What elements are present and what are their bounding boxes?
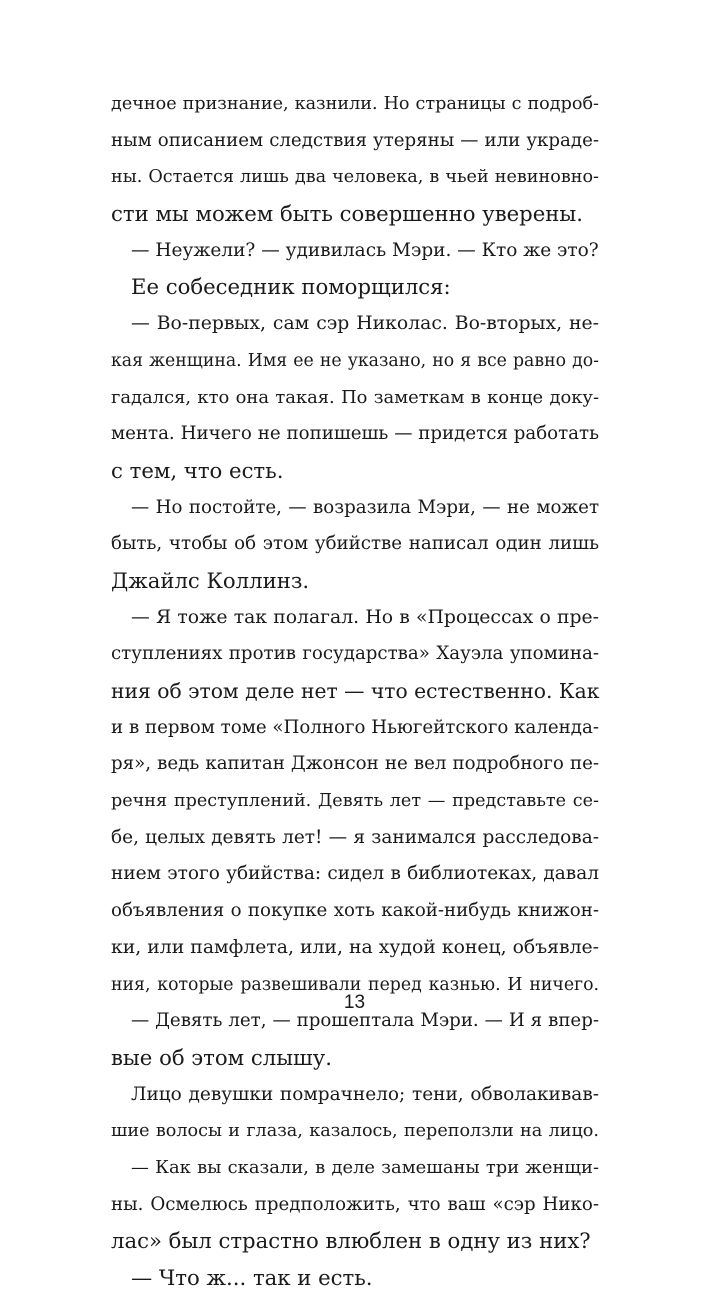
text-line: кая женщина. Имя ее не указано, но я все равно до- — [111, 350, 599, 371]
text-line: Ее собеседник поморщился: — [131, 274, 451, 300]
text-line: ступлениях против государства» Хауэла упомина- — [111, 643, 599, 665]
text-line: ны. Остается лишь два человека, в чьей невиновно- — [111, 167, 599, 188]
text-line: — Девять лет, — прошептала Мэри. — И я впер- — [131, 1010, 599, 1032]
text-line: — Я тоже так полагал. Но в «Процессах о пре- — [131, 606, 599, 628]
text-line: быть, чтобы об этом убийстве написал один лишь — [111, 533, 599, 555]
text-line: ния об этом деле нет — что естественно. Как — [111, 679, 600, 703]
text-line: вые об этом слышу. — [111, 1044, 332, 1070]
text-line: речня преступлений. Девять лет — представьте се- — [111, 791, 599, 812]
text-line: нием этого убийства: сидел в библиотеках, давал — [111, 863, 599, 885]
text-line: ния, которые развешивали перед казнью. И ничего. — [111, 974, 599, 995]
text-line: — Но постойте, — возразила Мэри, — не может — [131, 496, 599, 518]
text-line: ны. Осмелюсь предположить, что ваш «сэр Нико- — [111, 1193, 599, 1215]
text-line: бе, целых девять лет! — я занимался расследова- — [111, 826, 599, 848]
body-text — [111, 86, 599, 1297]
text-line: гадался, кто она такая. По заметкам в конце доку- — [111, 386, 599, 408]
text-line: ки, или памфлета, или, на худой конец, объявле- — [111, 936, 599, 958]
text-line: ным описанием следствия утеряны — или украде- — [111, 129, 599, 151]
text-line: и в первом томе «Полного Ньюгейтского календа- — [111, 716, 599, 738]
text-line: Джайлс Коллинз. — [111, 567, 310, 593]
text-line: объявления о покупке хоть какой-нибудь книжон- — [111, 900, 599, 922]
text-line: с тем, что есть. — [111, 457, 284, 483]
text-line: — Что ж... так и есть. — [131, 1265, 373, 1290]
text-line: лас» был страстно влюблен в одну из них? — [111, 1228, 591, 1254]
text-line: шие волосы и глаза, казалось, переползли на лицо. — [111, 1121, 599, 1142]
text-line: ря», ведь капитан Джонсон не вел подробного пе- — [111, 753, 599, 775]
page-number: 13 — [343, 992, 366, 1013]
text-line: дечное признание, казнили. Но страницы с подроб- — [111, 94, 599, 114]
text-line: Лицо девушки помрачнело; тени, обволакивав- — [131, 1083, 599, 1105]
text-line: — Неужели? — удивилась Мэри. — Кто же это? — [131, 239, 599, 261]
text-line: мента. Ничего не попишешь — придется работать — [111, 423, 599, 445]
text-line: — Во-первых, сам сэр Николас. Во-вторых, не- — [131, 313, 599, 335]
text-line: сти мы можем быть совершенно уверены. — [111, 201, 583, 227]
text-line: — Как вы сказали, в деле замешаны три женщи- — [131, 1156, 599, 1178]
